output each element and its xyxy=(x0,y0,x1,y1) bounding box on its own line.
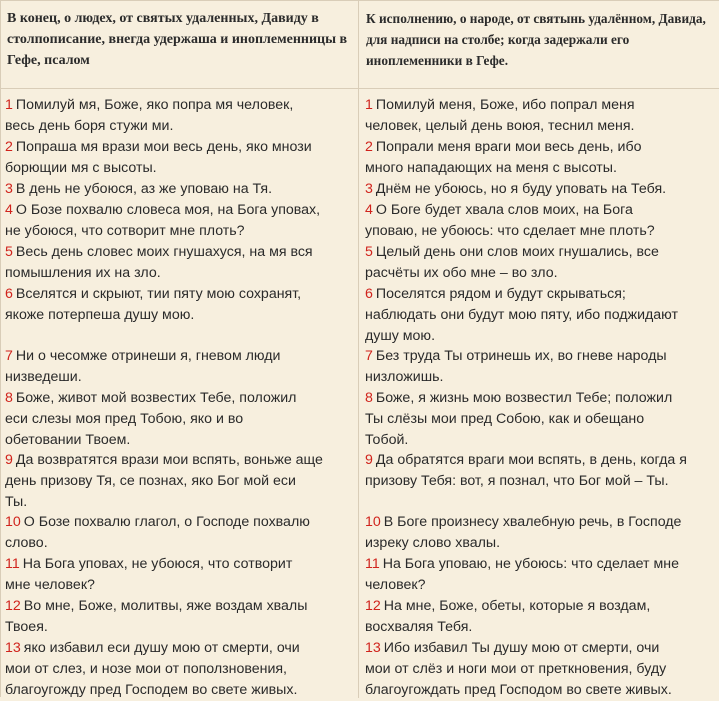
verse-text: Целый день они слов моих гнушались, все xyxy=(375,244,659,260)
verse-text: Во мне, Боже, молитвы, яже воздам хвалы xyxy=(23,598,308,614)
verse-line xyxy=(365,326,713,347)
verse-line xyxy=(5,179,352,200)
verse-line xyxy=(5,158,352,179)
verse-text: призову Тебя: вот, я познал, что Бог мой – Ты. xyxy=(365,473,669,489)
verse-number: 6 xyxy=(5,286,13,302)
verse-text: еси слезы моя пред Тобою, яко и во xyxy=(5,411,244,427)
verse-number: 5 xyxy=(365,244,373,260)
verse-7 xyxy=(5,346,352,388)
verse-number: 6 xyxy=(365,286,373,302)
verse-number: 9 xyxy=(5,452,13,468)
verse-line xyxy=(5,200,352,221)
verse-5 xyxy=(365,242,713,284)
verse-line xyxy=(5,554,352,575)
verse-line xyxy=(365,659,713,680)
verse-line xyxy=(365,512,713,533)
verse-number: 13 xyxy=(365,640,381,656)
verse-number: 8 xyxy=(5,390,13,406)
verse-10 xyxy=(365,512,713,554)
verse-6 xyxy=(5,284,352,326)
verse-line xyxy=(365,680,713,701)
verse-text: О Боге будет хвала слов моих, на Бога xyxy=(375,202,633,218)
verse-3 xyxy=(5,179,352,200)
verse-13 xyxy=(5,638,352,701)
verse-number: 9 xyxy=(365,452,373,468)
verse-text: Днём не убоюсь, но я буду уповать на Тебя. xyxy=(375,181,667,197)
verse-10 xyxy=(5,512,352,554)
verse-line xyxy=(5,284,352,305)
verse-9 xyxy=(365,450,713,492)
verse-text: помышления их на зло. xyxy=(5,265,161,281)
verse-12 xyxy=(5,596,352,638)
verse-text: расчёты их обо мне – во зло. xyxy=(365,265,558,281)
verse-4 xyxy=(5,200,352,242)
verse-13 xyxy=(365,638,713,701)
verse-text: Да возвратятся врази мои вспять, воньже аще xyxy=(15,452,323,468)
verse-text: Ибо избавил Ты душу мою от смерти, очи xyxy=(383,640,660,656)
verse-line xyxy=(365,200,713,221)
verse-4 xyxy=(365,200,713,242)
verse-text: Ты. xyxy=(5,494,28,510)
verse-number: 10 xyxy=(5,514,21,530)
verse-text: О Бозе похвалю словеса моя, на Бога уповах, xyxy=(15,202,321,218)
verse-line xyxy=(365,367,713,388)
verse-12 xyxy=(365,596,713,638)
verse-text: благоугожду пред Господем во свете живых. xyxy=(5,682,298,698)
verse-number: 5 xyxy=(5,244,13,260)
verse-text: Ты слёзы мои пред Собою, как и обещано xyxy=(365,411,645,427)
verse-line xyxy=(5,533,352,554)
verse-text: Ни о чесомже отринеши я, гневом люди xyxy=(15,348,281,364)
verse-9 xyxy=(5,450,352,513)
verse-number: 7 xyxy=(365,348,373,364)
verse-text: день призову Тя, се познах, яко Бог мой еси xyxy=(5,473,296,489)
verse-line xyxy=(365,263,713,284)
verse-text: человек? xyxy=(365,577,426,593)
verse-line xyxy=(5,512,352,533)
verse-text: Без труда Ты отринешь их, во гневе народы xyxy=(375,348,667,364)
verse-line xyxy=(365,596,713,617)
verse-line xyxy=(365,158,713,179)
verse-number: 11 xyxy=(365,556,380,572)
verse-6 xyxy=(365,284,713,347)
verse-number: 12 xyxy=(5,598,21,614)
verse-line xyxy=(365,95,713,116)
verse-line xyxy=(5,116,352,137)
verse-line xyxy=(5,263,352,284)
verse-text: Тобой. xyxy=(365,432,409,448)
verse-number: 3 xyxy=(5,181,13,197)
verse-line xyxy=(365,430,713,451)
verse-text: Да обратятся враги мои вспять, в день, когда я xyxy=(375,452,687,468)
verse-number: 10 xyxy=(365,514,381,530)
verse-text: борющии мя с высоты. xyxy=(5,160,157,176)
verse-number: 1 xyxy=(365,97,373,113)
verse-number: 8 xyxy=(365,390,373,406)
verse-text: Боже, я жизнь мою возвестил Тебе; положил xyxy=(375,390,673,406)
verse-line xyxy=(365,284,713,305)
verse-line xyxy=(5,409,352,430)
verse-text: Твоея. xyxy=(5,619,48,635)
verse-text: низложишь. xyxy=(365,369,444,385)
verse-text: мне человек? xyxy=(5,577,95,593)
verse-text: изреку слово хвалы. xyxy=(365,535,501,551)
verse-text: В Боге произнесу хвалебную речь, в Господе xyxy=(383,514,682,530)
verse-line xyxy=(365,450,713,471)
verse-line xyxy=(365,533,713,554)
verse-text: На Бога уповаю, не убоюсь: что сделает мне xyxy=(382,556,679,572)
russian-header: К исполнению, о народе, от святынь удалённом, Давида, для надписи на столбе; когда задержали его иноплеменники в Гефе. xyxy=(359,1,719,89)
verse-number: 2 xyxy=(5,139,13,155)
verse-line xyxy=(5,221,352,242)
verse-line xyxy=(5,450,352,471)
russian-column xyxy=(359,1,719,698)
verse-number: 7 xyxy=(5,348,13,364)
verse-text: восхваляя Тебя. xyxy=(365,619,473,635)
verse-text: благоугождать пред Господом во свете живых. xyxy=(365,682,672,698)
verse-text: Попраша мя врази мои весь день, яко мнози xyxy=(15,139,312,155)
verse-line xyxy=(365,554,713,575)
verse-line xyxy=(365,388,713,409)
verse-line xyxy=(365,305,713,326)
verse-number: 2 xyxy=(365,139,373,155)
verse-line xyxy=(365,617,713,638)
verse-2 xyxy=(5,137,352,179)
verse-number: 4 xyxy=(5,202,13,218)
verse-line xyxy=(5,638,352,659)
verse-line xyxy=(5,346,352,367)
verse-text: яко избавил еси душу мою от смерти, очи xyxy=(23,640,300,656)
verse-text: обетовании Твоем. xyxy=(5,432,131,448)
verse-5 xyxy=(5,242,352,284)
verse-text: О Бозе похвалю глагол, о Господе похвалю xyxy=(23,514,310,530)
verse-text: Вселятся и скрыют, тии пяту мою сохранят, xyxy=(15,286,302,302)
verse-line xyxy=(365,116,713,137)
verse-line xyxy=(5,596,352,617)
verse-text: Помилуй меня, Боже, ибо попрал меня xyxy=(375,97,635,113)
verse-text: Весь день словес моих гнушахуся, на мя вся xyxy=(15,244,313,260)
verse-line xyxy=(5,575,352,596)
verse-line xyxy=(5,137,352,158)
verse-text: слово. xyxy=(5,535,48,551)
verse-11 xyxy=(5,554,352,596)
verse-8 xyxy=(365,388,713,451)
verse-1 xyxy=(365,95,713,137)
verse-line xyxy=(5,492,352,513)
verse-text: не убоюся, что сотворит мне плоть? xyxy=(5,223,245,239)
verse-line xyxy=(5,242,352,263)
verse-line xyxy=(5,305,352,326)
verse-text: В день не убоюся, аз же уповаю на Тя. xyxy=(15,181,273,197)
verse-line xyxy=(5,471,352,492)
verse-line xyxy=(365,179,713,200)
verse-line xyxy=(5,388,352,409)
verse-line xyxy=(5,617,352,638)
verse-2 xyxy=(365,137,713,179)
verse-number: 1 xyxy=(5,97,13,113)
verse-11 xyxy=(365,554,713,596)
verse-line xyxy=(365,471,713,492)
verse-3 xyxy=(365,179,713,200)
verse-text: якоже потерпеша душу мою. xyxy=(5,307,195,323)
verse-text: душу мою. xyxy=(365,328,436,344)
verse-line xyxy=(365,242,713,263)
verse-line xyxy=(365,638,713,659)
verse-line xyxy=(365,575,713,596)
verse-text: много нападающих на меня с высоты. xyxy=(365,160,617,176)
verse-text: уповаю, не убоюсь: что сделает мне плоть? xyxy=(365,223,655,239)
verse-text: Боже, живот мой возвестих Тебе, положил xyxy=(15,390,297,406)
church-slavonic-header: В конец, о людех, от святых удаленных, Давиду в столпописание, внегда удержаша и иноплеменницы в Гефе, псалом xyxy=(1,1,358,89)
verse-text: мои от слёз и ноги мои от преткновения, буду xyxy=(365,661,667,677)
verse-text: Попрали меня враги мои весь день, ибо xyxy=(375,139,642,155)
verse-line xyxy=(5,430,352,451)
verse-number: 4 xyxy=(365,202,373,218)
verse-line xyxy=(365,221,713,242)
verse-line xyxy=(5,659,352,680)
verse-number: 3 xyxy=(365,181,373,197)
verse-number: 12 xyxy=(365,598,381,614)
verse-line xyxy=(5,680,352,701)
verse-number: 13 xyxy=(5,640,21,656)
verse-line xyxy=(365,409,713,430)
verse-line xyxy=(5,367,352,388)
verse-text: весь день боря стужи ми. xyxy=(5,118,174,134)
verse-line xyxy=(365,137,713,158)
verse-line xyxy=(365,346,713,367)
verse-8 xyxy=(5,388,352,451)
verse-text: мои от слез, и нозе мои от поползновения, xyxy=(5,661,288,677)
verse-text: низведеши. xyxy=(5,369,82,385)
church-slavonic-column xyxy=(1,1,359,698)
verse-1 xyxy=(5,95,352,137)
verse-text: Помилуй мя, Боже, яко попра мя человек, xyxy=(15,97,294,113)
verse-text: человек, целый день воюя, теснил меня. xyxy=(365,118,635,134)
verse-line xyxy=(5,95,352,116)
verse-7 xyxy=(365,346,713,388)
verse-number: 11 xyxy=(5,556,20,572)
verse-text: Поселятся рядом и будут скрываться; xyxy=(375,286,626,302)
verse-text: наблюдать они будут мою пяту, ибо поджидают xyxy=(365,307,678,323)
verse-text: На мне, Боже, обеты, которые я воздам, xyxy=(383,598,651,614)
verse-text: На Бога уповах, не убоюся, что сотворит xyxy=(22,556,293,572)
